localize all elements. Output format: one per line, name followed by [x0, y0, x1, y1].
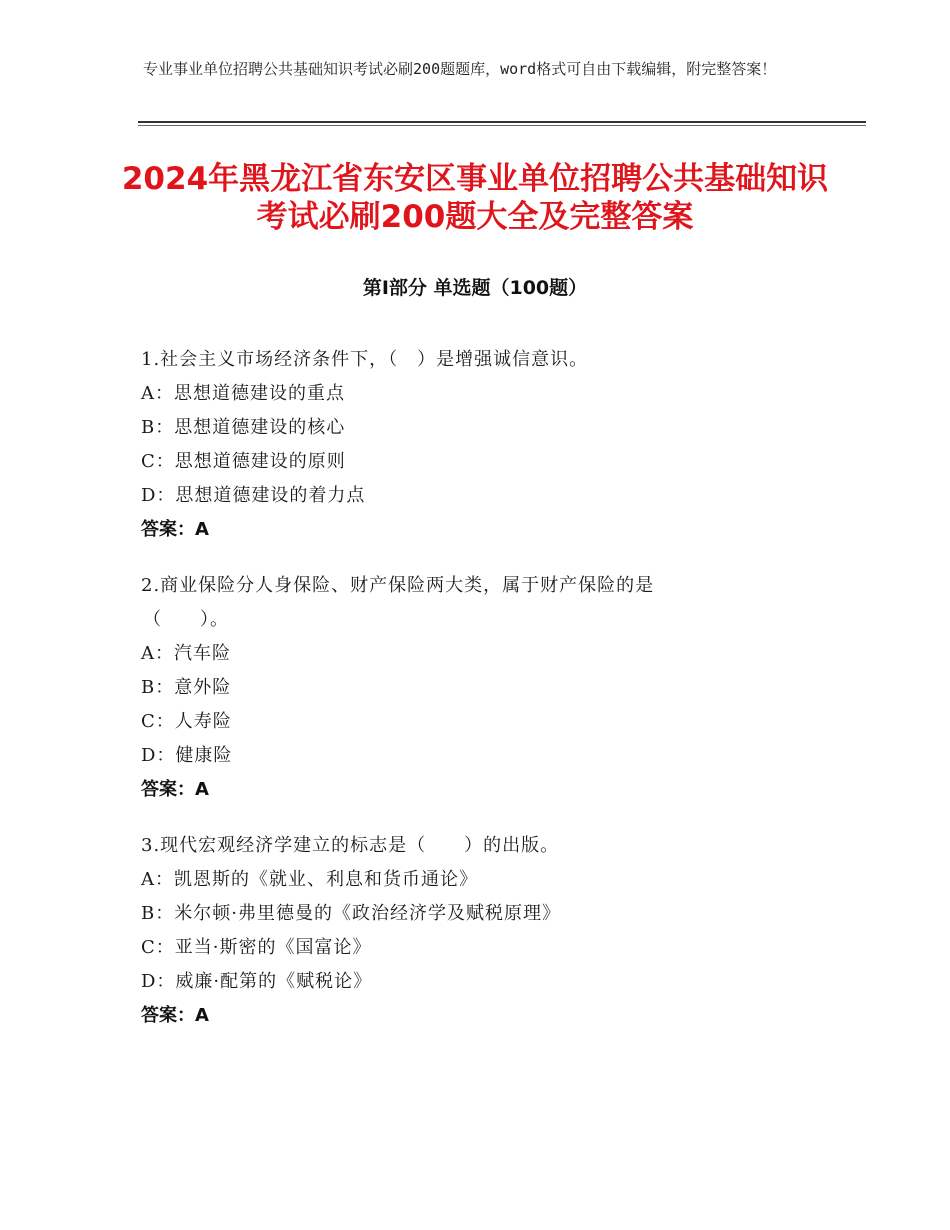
- header-divider-thick: [138, 121, 866, 123]
- option-a: A：思想道德建设的重点: [141, 383, 345, 404]
- option-c: C：亚当·斯密的《国富论》: [141, 937, 372, 958]
- header-note: 专业事业单位招聘公共基础知识考试必刷200题题库，word格式可自由下载编辑，附完整答案！: [143, 60, 777, 78]
- document-title: 2024年黑龙江省东安区事业单位招聘公共基础知识考试必刷200题大全及完整答案: [121, 161, 829, 235]
- option-b: B：意外险: [141, 677, 232, 698]
- header-divider-thin: [138, 125, 866, 126]
- question-stem-continuation: （ ）。: [143, 609, 229, 630]
- question-stem-text: 3.现代宏观经济学建立的标志是（ ）的出版。: [141, 835, 560, 856]
- question-1: [141, 343, 841, 547]
- option-c: C：人寿险: [141, 711, 232, 732]
- answer: 答案：A: [141, 1005, 209, 1026]
- question-3: [141, 829, 841, 1033]
- question-stem: [141, 343, 841, 377]
- option-d: D：威廉·配第的《赋税论》: [141, 971, 373, 992]
- question-2: [141, 569, 841, 807]
- question-stem: [141, 569, 841, 637]
- answer: 答案：A: [141, 519, 209, 540]
- option-c: C：思想道德建设的原则: [141, 451, 346, 472]
- question-list: [141, 343, 841, 1055]
- option-b: B：米尔顿·弗里德曼的《政治经济学及赋税原理》: [141, 903, 561, 924]
- option-d: D：健康险: [141, 745, 233, 766]
- question-stem: [141, 829, 841, 863]
- option-b: B：思想道德建设的核心: [141, 417, 346, 438]
- section-heading: 第Ⅰ部分 单选题（100题）: [362, 277, 588, 299]
- option-a: A：凯恩斯的《就业、利息和货币通论》: [141, 869, 478, 890]
- option-a: A：汽车险: [141, 643, 231, 664]
- answer: 答案：A: [141, 779, 209, 800]
- question-stem-text: 2.商业保险分人身保险、财产保险两大类，属于财产保险的是: [141, 575, 655, 596]
- question-stem-text: 1.社会主义市场经济条件下，（ ）是增强诚信意识。: [141, 349, 589, 370]
- option-d: D：思想道德建设的着力点: [141, 485, 366, 506]
